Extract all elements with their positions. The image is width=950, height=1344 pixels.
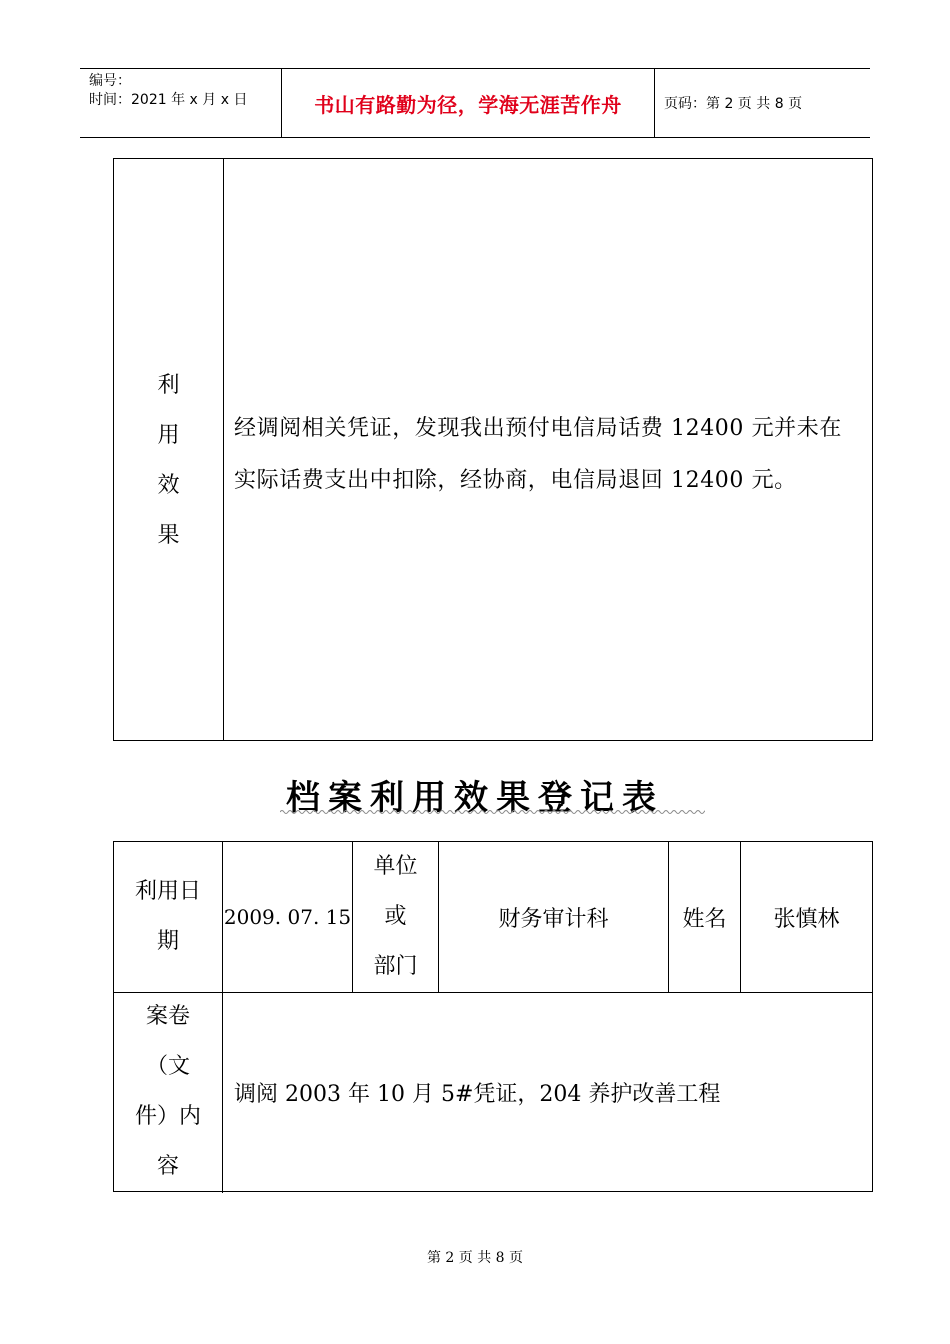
effect-content-line: 实际话费支出中扣除，经协商，电信局退回 12400 元。: [234, 468, 797, 493]
unit-label-line: 或: [384, 904, 407, 929]
effect-label-char: 效: [157, 473, 180, 498]
number-label: 编号：: [89, 73, 131, 89]
effect-table: [113, 158, 873, 741]
unit-value: 财务审计科: [498, 906, 609, 932]
date-label-line: 期: [156, 929, 179, 954]
page-header: [80, 68, 870, 138]
header-page-info: 页码：第 2 页 共 8 页: [664, 96, 803, 112]
header-meta: [80, 69, 282, 137]
unit-label-line: 单位: [373, 854, 418, 879]
content-value: 调阅 2003 年 10 月 5#凭证，204 养护改善工程: [234, 1081, 721, 1107]
content-label-line: 案卷: [145, 1004, 190, 1029]
effect-label: [114, 361, 223, 561]
page-footer: 第 2 页 共 8 页: [426, 1250, 524, 1266]
effect-label-char: 果: [157, 523, 180, 548]
unit-label: [353, 842, 438, 992]
effect-label-char: 用: [157, 423, 180, 448]
name-value: 张慎林: [773, 906, 840, 932]
header-motto: 书山有路勤为径，学海无涯苦作舟: [282, 69, 655, 137]
title-wavy-underline: [280, 808, 705, 816]
date-value: 2009. 07. 15: [223, 905, 352, 929]
unit-label-line: 部门: [373, 954, 418, 979]
time-label: 时间：2021 年 x 月 x 日: [89, 92, 248, 108]
date-label: [114, 842, 222, 992]
effect-content-line: 经调阅相关凭证，发现我出预付电信局话费 12400 元并未在: [234, 416, 842, 441]
content-label-line: 件）内: [134, 1104, 201, 1129]
date-label-line: 利用日: [134, 879, 201, 904]
effect-label-char: 利: [157, 373, 180, 398]
effect-content: [234, 403, 870, 507]
content-label: [114, 993, 222, 1191]
content-label-line: （文: [145, 1054, 190, 1079]
form-title: 档案利用效果登记表: [286, 778, 664, 818]
content-label-line: 容: [156, 1154, 179, 1179]
name-label: 姓名: [682, 906, 727, 932]
registration-table: [113, 841, 873, 1192]
